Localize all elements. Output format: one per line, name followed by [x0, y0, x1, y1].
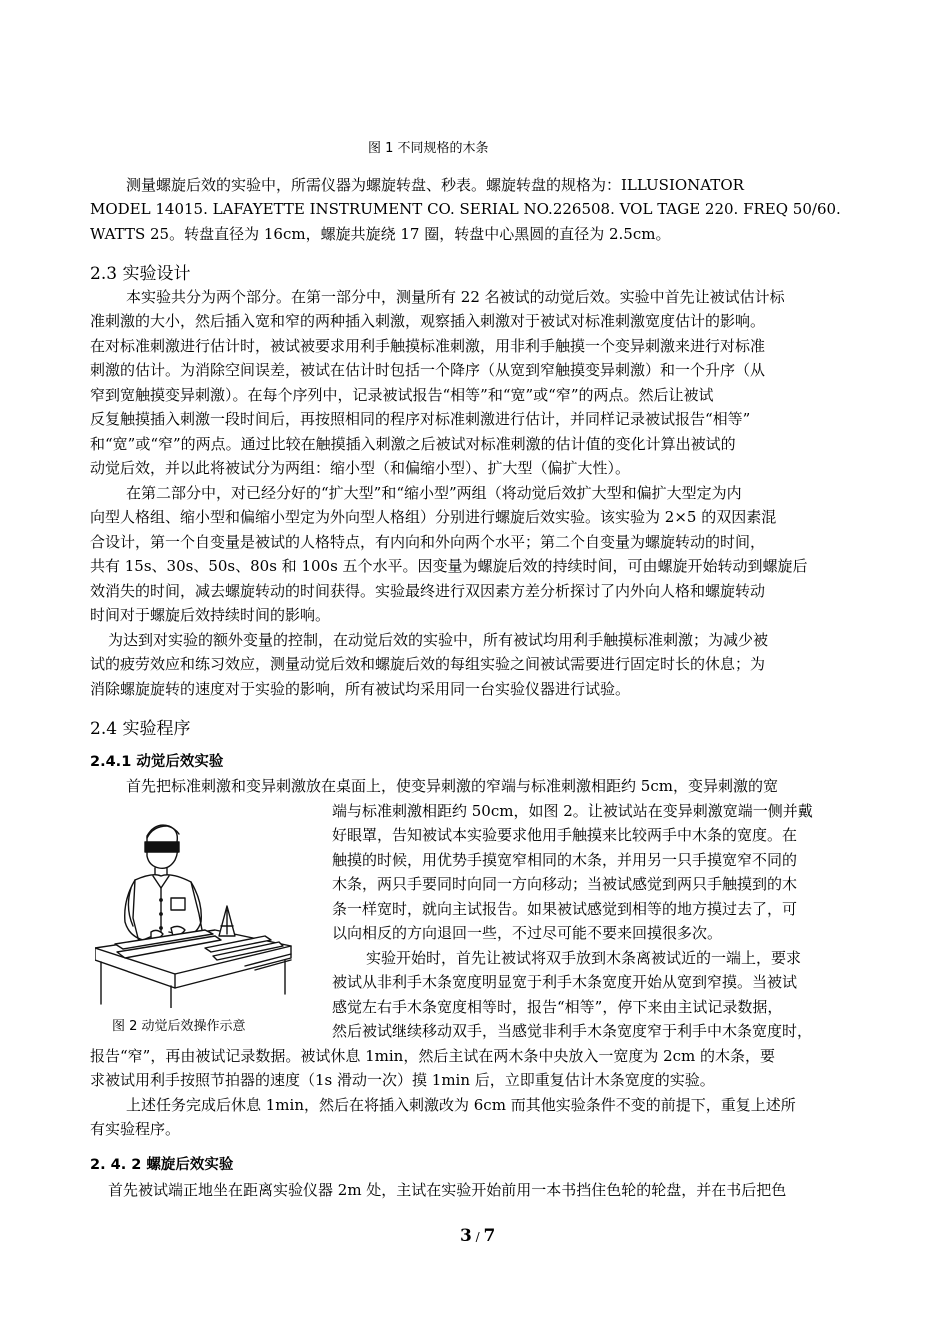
para-2-3-1-line: 窄到宽触摸变异刺激）。在每个序列中，记录被试报告“相等”和“宽”或“窄”的两点。然后让被试 [90, 386, 714, 404]
figure2-illustration [95, 818, 295, 1008]
subsection-heading-2-4-2: 2. 4. 2 螺旋后效实验 [90, 1157, 234, 1173]
section-heading-2-4: 2.4 实验程序 [90, 719, 191, 739]
page-total: 7 [483, 1226, 496, 1246]
para-2-3-3-line: 为达到对实验的额外变量的控制，在动觉后效的实验中，所有被试均用利手触摸标准刺激；为减少被 [108, 631, 769, 649]
para-2-4-1-wrap-line: 然后被试继续移动双手，当感觉非利手木条宽度窄于利手中木条宽度时， [332, 1022, 813, 1040]
para-2-3-2-line: 共有 15s、30s、50s、80s 和 100s 五个水平。因变量为螺旋后效的持续时间，可由螺旋开始转动到螺旋后 [90, 557, 808, 575]
para-2-4-1-after-line: 求被试用利手按照节拍器的速度（1s 滑动一次）摸 1min 后，立即重复估计木条宽度的实验。 [90, 1071, 715, 1089]
para-2-3-1-line: 和“宽”或“窄”的两点。通过比较在触摸插入刺激之后被试对标准刺激的估计值的变化计算出被试的 [90, 435, 736, 453]
para-2-4-1-wrap-line: 条一样宽时，就向主试报告。如果被试感觉到相等的地方摸过去了，可 [332, 900, 798, 918]
para-2-4-1-wrap-line: 实验开始时，首先让被试将双手放到木条离被试近的一端上，要求 [366, 949, 802, 967]
para-2-3-2-line: 向型人格组、缩小型和偏缩小型定为外向型人格组）分别进行螺旋后效实验。该实验为 2×5 的双因素混 [90, 508, 777, 526]
para-2-3-1-line: 刺激的估计。为消除空间误差，被试在估计时包括一个降序（从宽到窄触摸变异刺激）和一个升序（从 [90, 361, 766, 379]
figure1-caption: 图 1 不同规格的木条 [368, 141, 489, 156]
para-2-4-1-wrap-line: 端与标准刺激相距约 50cm，如图 2。让被试站在变异刺激宽端一侧并戴 [332, 802, 813, 820]
section-heading-2-3: 2.3 实验设计 [90, 264, 191, 284]
para-2-3-2-line: 在第二部分中，对已经分好的“扩大型”和“缩小型”两组（将动觉后效扩大型和偏扩大型定为内 [126, 484, 742, 502]
para-2-3-2-line: 合设计，第一个自变量是被试的人格特点，有内向和外向两个水平；第二个自变量为螺旋转动的时间， [90, 533, 766, 551]
para-2-4-2-line: 首先被试端正地坐在距离实验仪器 2m 处，主试在实验开始前用一本书挡住色轮的轮盘，并在书后把色 [108, 1181, 787, 1199]
para-2-4-1-after-line: 上述任务完成后休息 1min，然后在将插入刺激改为 6cm 而其他实验条件不变的前提下，重复上述所 [126, 1096, 796, 1114]
intro-line-2: MODEL 14015. LAFAYETTE INSTRUMENT CO. SERIAL NO.226508. VOL TAGE 220. FREQ 50/60. [90, 200, 841, 218]
para-2-3-2-line: 时间对于螺旋后效持续时间的影响。 [90, 606, 331, 624]
para-2-4-1-after-line: 报告“窄”，再由被试记录数据。被试休息 1min，然后主试在两木条中央放入一宽度为 2cm 的木条，要 [90, 1047, 776, 1065]
para-2-3-1-line: 准刺激的大小，然后插入宽和窄的两种插入刺激，观察插入刺激对于被试对标准刺激宽度估计的影响。 [90, 312, 766, 330]
para-2-3-2-line: 效消失的时间，减去螺旋转动的时间获得。实验最终进行双因素方差分析探讨了内外向人格和螺旋转动 [90, 582, 766, 600]
para-2-4-1-line: 首先把标准刺激和变异刺激放在桌面上，使变异刺激的窄端与标准刺激相距约 5cm，变异刺激的宽 [126, 777, 778, 795]
para-2-3-1-line: 本实验共分为两个部分。在第一部分中，测量所有 22 名被试的动觉后效。实验中首先让被试估计标 [126, 288, 785, 306]
para-2-4-1-wrap-line: 以向相反的方向退回一些，不过尽可能不要来回摸很多次。 [332, 924, 723, 942]
subsection-heading-2-4-1: 2.4.1 动觉后效实验 [90, 754, 224, 770]
intro-line-3: WATTS 25。转盘直径为 16cm，螺旋共旋绕 17 圈，转盘中心黑圆的直径为 2.5cm。 [90, 225, 671, 243]
para-2-4-1-wrap-line: 被试从非利手木条宽度明显宽于利手木条宽度开始从宽到窄摸。当被试 [332, 973, 798, 991]
page-number: 3 / 7 [460, 1226, 496, 1246]
para-2-3-1-line: 反复触摸插入刺激一段时间后，再按照相同的程序对标准刺激进行估计，并同样记录被试报告“相等” [90, 410, 751, 428]
para-2-4-1-wrap-line: 感觉左右手木条宽度相等时，报告“相等”，停下来由主试记录数据， [332, 998, 783, 1016]
para-2-3-1-line: 在对标准刺激进行估计时，被试被要求用利手触摸标准刺激，用非利手触摸一个变异刺激来进行对标准 [90, 337, 766, 355]
figure2-caption: 图 2 动觉后效操作示意 [112, 1019, 246, 1034]
page-current: 3 [460, 1226, 472, 1246]
para-2-3-3-line: 试的疲劳效应和练习效应，测量动觉后效和螺旋后效的每组实验之间被试需要进行固定时长的休息；为 [90, 655, 766, 673]
para-2-4-1-wrap-line: 木条，两只手要同时向同一方向移动；当被试感觉到两只手触摸到的木 [332, 875, 798, 893]
para-2-4-1-wrap-line: 好眼罩，告知被试本实验要求他用手触摸来比较两手中木条的宽度。在 [332, 826, 798, 844]
para-2-3-1-line: 动觉后效，并以此将被试分为两组：缩小型（和偏缩小型）、扩大型（偏扩大性）。 [90, 459, 631, 477]
intro-line-1: 测量螺旋后效的实验中，所需仪器为螺旋转盘、秒表。螺旋转盘的规格为：ILLUSIONATOR [126, 176, 744, 194]
para-2-4-1-wrap-line: 触摸的时候，用优势手摸宽窄相同的木条，并用另一只手摸宽窄不同的 [332, 851, 798, 869]
para-2-4-1-after-line: 有实验程序。 [90, 1120, 181, 1138]
para-2-3-3-line: 消除螺旋旋转的速度对于实验的影响，所有被试均采用同一台实验仪器进行试验。 [90, 680, 631, 698]
